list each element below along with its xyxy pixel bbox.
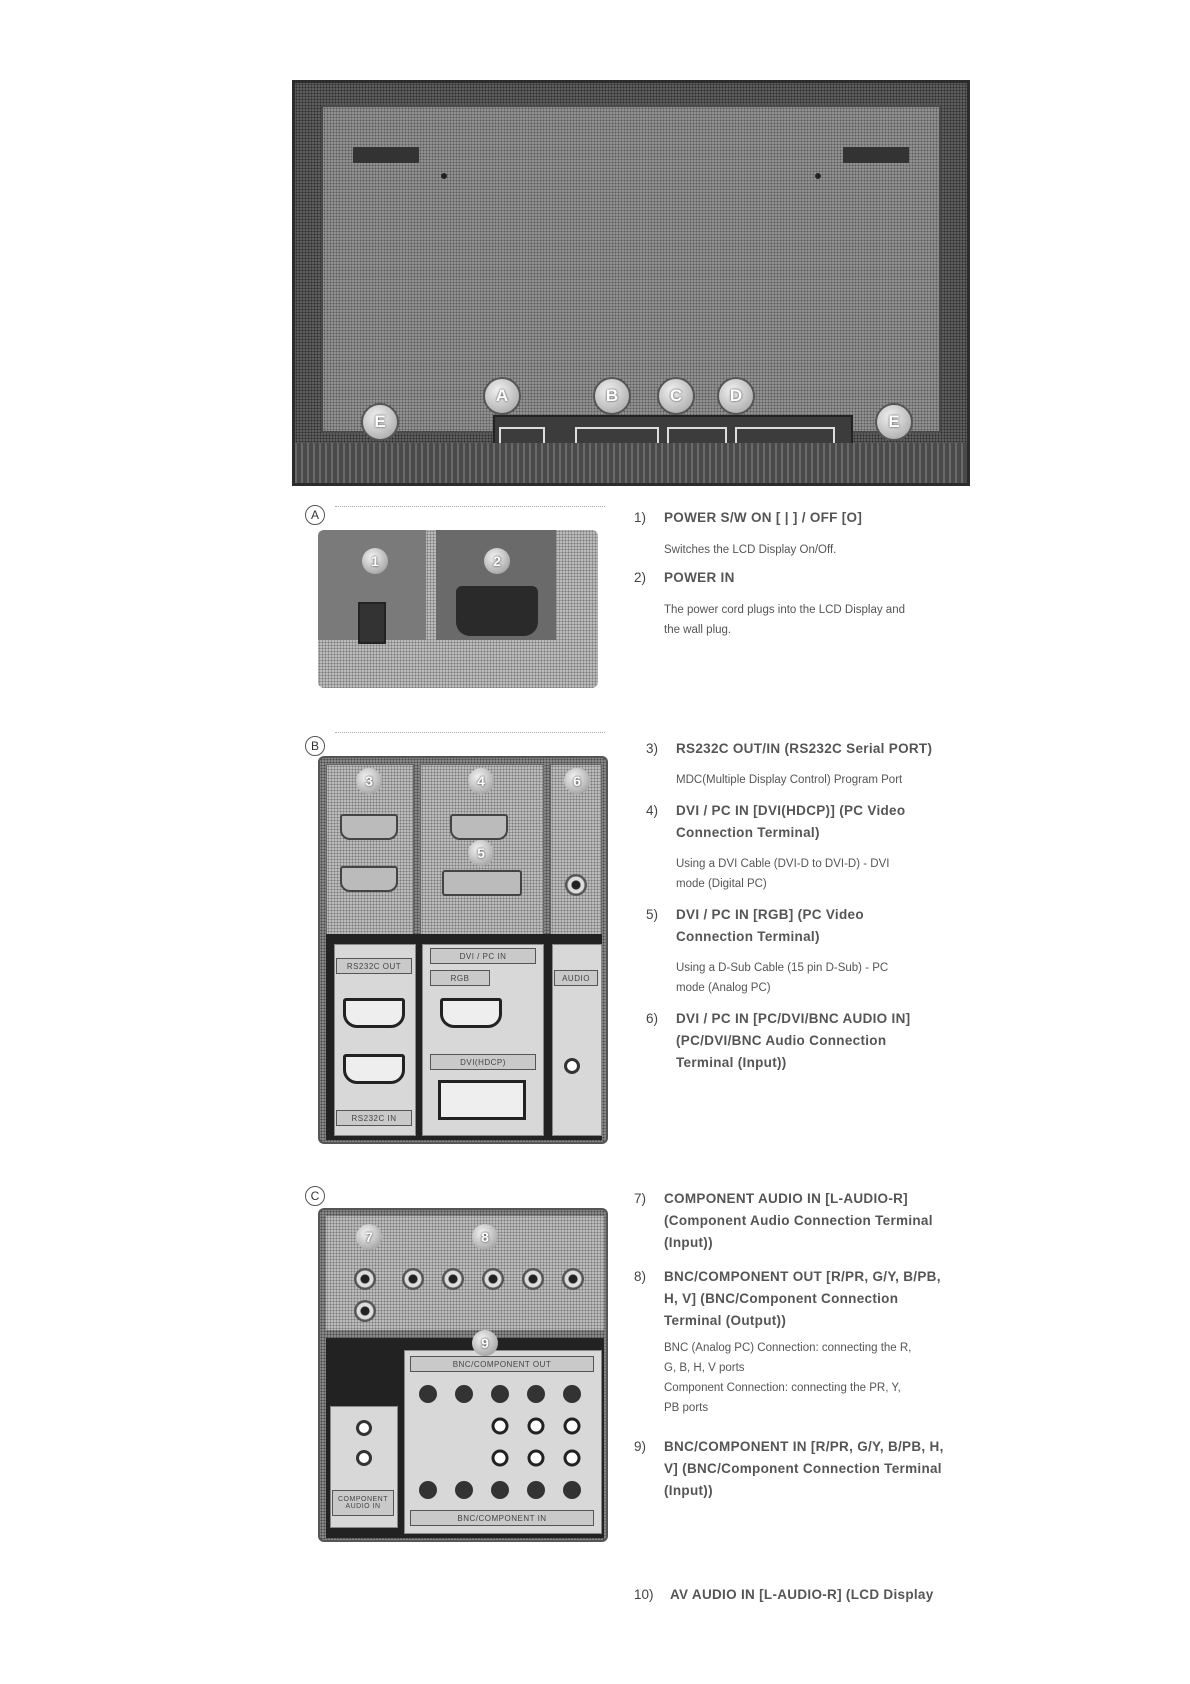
rear-panel-bottom-strip bbox=[295, 443, 967, 483]
bnc-out-jack bbox=[522, 1268, 544, 1290]
desc-line: the wall plug. bbox=[664, 624, 732, 636]
item-number: 5) bbox=[646, 907, 659, 922]
item-title: (PC/DVI/BNC Audio Connection bbox=[676, 1033, 887, 1048]
dvi-port bbox=[442, 870, 522, 896]
item-title: Terminal (Input)) bbox=[676, 1055, 787, 1070]
item-5-desc bbox=[676, 958, 976, 998]
item-title: DVI / PC IN [DVI(HDCP)] (PC Video bbox=[676, 803, 906, 818]
desc-line: mode (Digital PC) bbox=[676, 878, 767, 890]
item-title: H, V] (BNC/Component Connection bbox=[664, 1291, 899, 1306]
item-3-desc bbox=[676, 770, 976, 790]
desc-line: G, B, H, V ports bbox=[664, 1362, 745, 1374]
audio-symbol bbox=[564, 1058, 580, 1074]
badge-e-right: E bbox=[875, 403, 913, 441]
section-b-letter: B bbox=[305, 736, 325, 756]
item-title: Connection Terminal) bbox=[676, 825, 820, 840]
badge-a: A bbox=[483, 377, 521, 415]
photo-number: 3 bbox=[356, 768, 382, 794]
item-8 bbox=[634, 1266, 984, 1332]
rs232c-in-symbol bbox=[343, 1054, 405, 1084]
rgb-port bbox=[450, 814, 508, 840]
photo-number: 5 bbox=[468, 840, 494, 866]
plate-bnc-out: BNC/COMPONENT OUT bbox=[410, 1356, 594, 1372]
item-7 bbox=[634, 1188, 984, 1254]
audio-jack bbox=[565, 874, 587, 896]
badge-e-left: E bbox=[361, 403, 399, 441]
item-8-desc bbox=[664, 1338, 984, 1418]
section-b-photo bbox=[318, 756, 608, 1144]
desc-line: Using a D-Sub Cable (15 pin D-Sub) - PC bbox=[676, 962, 889, 974]
rear-panel-body bbox=[321, 105, 941, 433]
item-number: 4) bbox=[646, 803, 659, 818]
item-title: BNC/COMPONENT OUT [R/PR, G/Y, B/PB, bbox=[664, 1269, 941, 1284]
dvi-symbol bbox=[438, 1080, 526, 1120]
item-title: V] (BNC/Component Connection Terminal bbox=[664, 1461, 942, 1476]
item-1-desc bbox=[664, 540, 964, 560]
item-4-desc bbox=[676, 854, 976, 894]
item-number: 1) bbox=[634, 510, 647, 525]
plate-dvi-hdcp: DVI(HDCP) bbox=[430, 1054, 536, 1070]
item-title: DVI / PC IN [PC/DVI/BNC AUDIO IN] bbox=[676, 1011, 911, 1026]
desc-line: BNC (Analog PC) Connection: connecting the R, bbox=[664, 1342, 912, 1354]
item-title: COMPONENT AUDIO IN [L-AUDIO-R] bbox=[664, 1191, 908, 1206]
desc-line: MDC(Multiple Display Control) Program Port bbox=[676, 774, 903, 786]
item-number: 3) bbox=[646, 741, 659, 756]
desc-line: Component Connection: connecting the PR, Y, bbox=[664, 1382, 901, 1394]
item-title: Connection Terminal) bbox=[676, 929, 820, 944]
screw-hole bbox=[815, 173, 821, 179]
desc-line: The power cord plugs into the LCD Display and bbox=[664, 604, 905, 616]
item-number: 2) bbox=[634, 570, 647, 585]
item-2 bbox=[634, 567, 964, 589]
photo-number: 2 bbox=[484, 548, 510, 574]
item-number: 7) bbox=[634, 1191, 647, 1206]
rs232c-in-port bbox=[340, 866, 398, 892]
item-10 bbox=[634, 1584, 1034, 1606]
item-number: 8) bbox=[634, 1269, 647, 1284]
item-number: 6) bbox=[646, 1011, 659, 1026]
item-title: (Component Audio Connection Terminal bbox=[664, 1213, 933, 1228]
item-1 bbox=[634, 507, 964, 529]
item-title: RS232C OUT/IN (RS232C Serial PORT) bbox=[676, 741, 933, 756]
item-title: DVI / PC IN [RGB] (PC Video bbox=[676, 907, 864, 922]
desc-line: mode (Analog PC) bbox=[676, 982, 771, 994]
item-title: BNC/COMPONENT IN [R/PR, G/Y, B/PB, H, bbox=[664, 1439, 944, 1454]
desc-line: Using a DVI Cable (DVI-D to DVI-D) - DVI bbox=[676, 858, 890, 870]
item-2-desc bbox=[664, 600, 964, 640]
bnc-out-jack bbox=[402, 1268, 424, 1290]
plate-dvi-pc-in: DVI / PC IN bbox=[430, 948, 536, 964]
bnc-out-jack bbox=[562, 1268, 584, 1290]
rs232c-out-port bbox=[340, 814, 398, 840]
component-audio-jack bbox=[354, 1300, 376, 1322]
badge-d: D bbox=[717, 377, 755, 415]
plate-bnc-in: BNC/COMPONENT IN bbox=[410, 1510, 594, 1526]
divider bbox=[335, 506, 605, 507]
power-inlet bbox=[456, 586, 538, 636]
badge-b: B bbox=[593, 377, 631, 415]
bnc-out-jack bbox=[442, 1268, 464, 1290]
photo-number: 4 bbox=[468, 768, 494, 794]
bnc-jack-symbols bbox=[410, 1380, 594, 1504]
item-title: Terminal (Output)) bbox=[664, 1313, 787, 1328]
bnc-out-jack bbox=[482, 1268, 504, 1290]
rs232c-out-symbol bbox=[343, 998, 405, 1028]
divider bbox=[335, 732, 605, 733]
mount-slot-right bbox=[843, 147, 909, 163]
desc-line: Switches the LCD Display On/Off. bbox=[664, 544, 837, 556]
component-audio-symbol bbox=[356, 1420, 372, 1436]
badge-c: C bbox=[657, 377, 695, 415]
item-4 bbox=[646, 800, 976, 844]
desc-line: PB ports bbox=[664, 1402, 709, 1414]
plate-rgb: RGB bbox=[430, 970, 490, 986]
item-5 bbox=[646, 904, 976, 948]
item-title: (Input)) bbox=[664, 1235, 713, 1250]
photo-number: 8 bbox=[472, 1224, 498, 1250]
plate-rs232c-out: RS232C OUT bbox=[336, 958, 412, 974]
mount-slot-left bbox=[353, 147, 419, 163]
item-number: 10) bbox=[634, 1587, 654, 1602]
component-audio-jack bbox=[354, 1268, 376, 1290]
photo-number: 7 bbox=[356, 1224, 382, 1250]
rgb-symbol bbox=[440, 998, 502, 1028]
power-switch bbox=[358, 602, 386, 644]
item-6 bbox=[646, 1008, 976, 1074]
rear-panel-illustration bbox=[292, 80, 970, 486]
item-title: (Input)) bbox=[664, 1483, 713, 1498]
component-audio-symbol bbox=[356, 1450, 372, 1466]
item-number: 9) bbox=[634, 1439, 647, 1454]
section-c-photo bbox=[318, 1208, 608, 1542]
photo-number: 1 bbox=[362, 548, 388, 574]
item-title: POWER IN bbox=[664, 570, 735, 585]
section-a-letter: A bbox=[305, 505, 325, 525]
item-title: AV AUDIO IN [L-AUDIO-R] (LCD Display bbox=[670, 1587, 934, 1602]
item-3 bbox=[646, 738, 976, 760]
plate-rs232c-in: RS232C IN bbox=[336, 1110, 412, 1126]
item-title: POWER S/W ON [ | ] / OFF [O] bbox=[664, 510, 863, 525]
plate-component-audio-in: COMPONENT AUDIO IN bbox=[332, 1490, 394, 1516]
photo-number: 9 bbox=[472, 1330, 498, 1356]
item-9 bbox=[634, 1436, 984, 1502]
plate-audio: AUDIO bbox=[554, 970, 598, 986]
screw-hole bbox=[441, 173, 447, 179]
section-a-photo bbox=[318, 530, 598, 688]
photo-number: 6 bbox=[564, 768, 590, 794]
section-c-letter: C bbox=[305, 1186, 325, 1206]
